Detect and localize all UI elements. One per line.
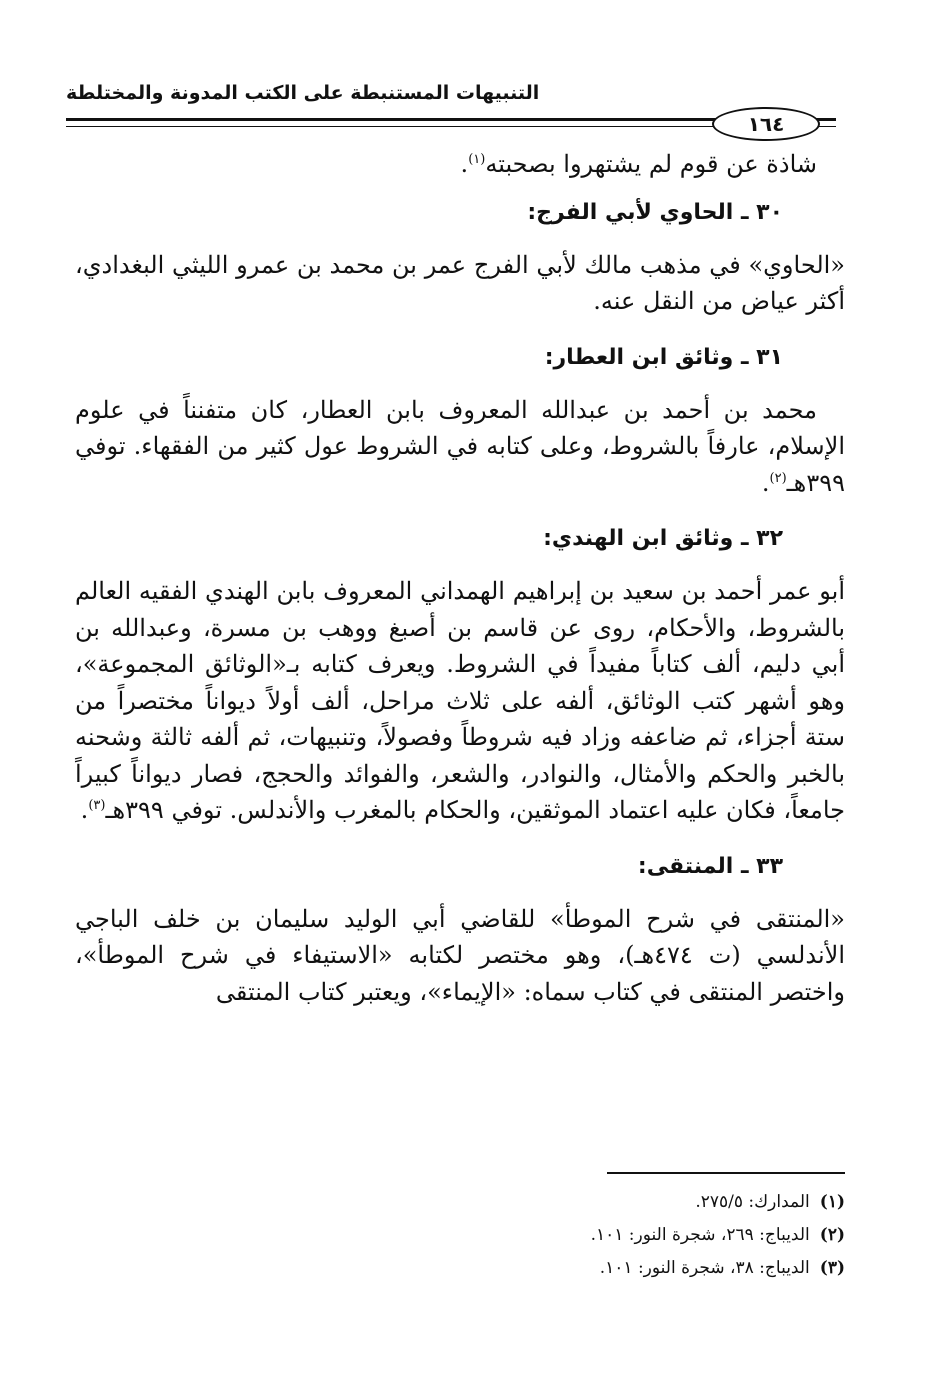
- main-text: [75, 146, 845, 1010]
- section-30-paragraph: «الحاوي» في مذهب مالك لأبي الفرج عمر بن محمد بن عمرو الليثي البغدادي، أكثر عياض من النقل عنه.: [75, 250, 845, 315]
- footnote-3: [245, 1252, 845, 1285]
- section-33-paragraph: «المنتقى في شرح الموطأ» للقاضي أبي الوليد سليمان بن خلف الباجي الأندلسي (ت ٤٧٤هـ)، وهو مختصر لكتابه «الاستيفاء في شرح الموطأ»، واختصر المنتقى في كتاب سماه: «الإيماء»، ويعتبر كتاب المنتقى: [75, 904, 845, 1006]
- intro-end: .: [460, 150, 469, 178]
- section-31-text: محمد بن أحمد بن عبدالله المعروف بابن العطار، كان متفنناً في علوم الإسلام، عارفاً بالشروط، وعلى كتابه في الشروط عول كثير من الفقهاء. توفي ٣٩٩هـ: [75, 395, 846, 497]
- footnote-number: (٣): [819, 1258, 845, 1278]
- section-31-heading: ٣١ ـ وثائق ابن العطار:: [544, 344, 783, 370]
- footnote-number: (١): [819, 1192, 845, 1212]
- running-title: التنبيهات المستنبطة على الكتب المدونة والمختلطة: [66, 82, 540, 104]
- section-32-end: .: [80, 796, 89, 824]
- section-32-text: أبو عمر أحمد بن سعيد بن إبراهيم الهمداني المعروف بابن الهندي الفقيه العالم بالشروط، والأحكام، روى عن قاسم بن أصبغ ووهب بن مسرة، وعبدالله بن أبي دليم، ألف كتاباً مفيداً في الشروط. ويعرف كتابه بـ«الوثائق المجموعة»، وهو أشهر كتب الوثائق، ألفه على ثلاث مراحل، ألف أولاً ديواناً مختصراً من ستة أجزاء، ثم ضاعفه وزاد فيه شروطاً وفصولاً، وتنبيهات، ثم ألفه ثالثة وشحنه بالخبر والحكم والأمثال، والنوادر، والشعر، والفوائد والحجج، فصار ديواناً كبيراً جامعاً، فكان عليه اعتماد الموثقين، والحكام بالمغرب والأندلس. توفي ٣٩٩هـ: [75, 577, 846, 824]
- page-number: ١٦٤: [712, 107, 820, 141]
- section-32-heading: ٣٢ ـ وثائق ابن الهندي:: [543, 526, 783, 551]
- footnote-text: الديباج: ٢٦٩، شجرة النور: ١٠١.: [590, 1225, 810, 1245]
- intro-paragraph: [75, 146, 845, 183]
- footnotes: [245, 1186, 845, 1285]
- footnote-number: (٢): [819, 1225, 845, 1245]
- footnote-separator: [607, 1172, 845, 1174]
- footnote-ref-3: (٣): [88, 798, 106, 813]
- footnote-text: الديباج: ٣٨، شجرة النور: ١٠١.: [599, 1258, 810, 1278]
- footnote-1: [245, 1186, 845, 1219]
- footnote-2: [245, 1219, 845, 1252]
- section-33-heading: ٣٣ ـ المنتقى:: [637, 853, 783, 879]
- footnote-ref-2: (٢): [769, 470, 787, 486]
- footnote-text: المدارك: ٢٧٥/٥.: [695, 1192, 810, 1212]
- section-31-end: .: [761, 468, 770, 497]
- footnote-ref-1: (١): [468, 152, 486, 167]
- section-30-heading: ٣٠ ـ الحاوي لأبي الفرج:: [527, 199, 783, 225]
- section-32-paragraph: [75, 573, 845, 829]
- section-31-paragraph: [75, 392, 845, 502]
- intro-text: شاذة عن قوم لم يشتهروا بصحبته: [485, 150, 817, 178]
